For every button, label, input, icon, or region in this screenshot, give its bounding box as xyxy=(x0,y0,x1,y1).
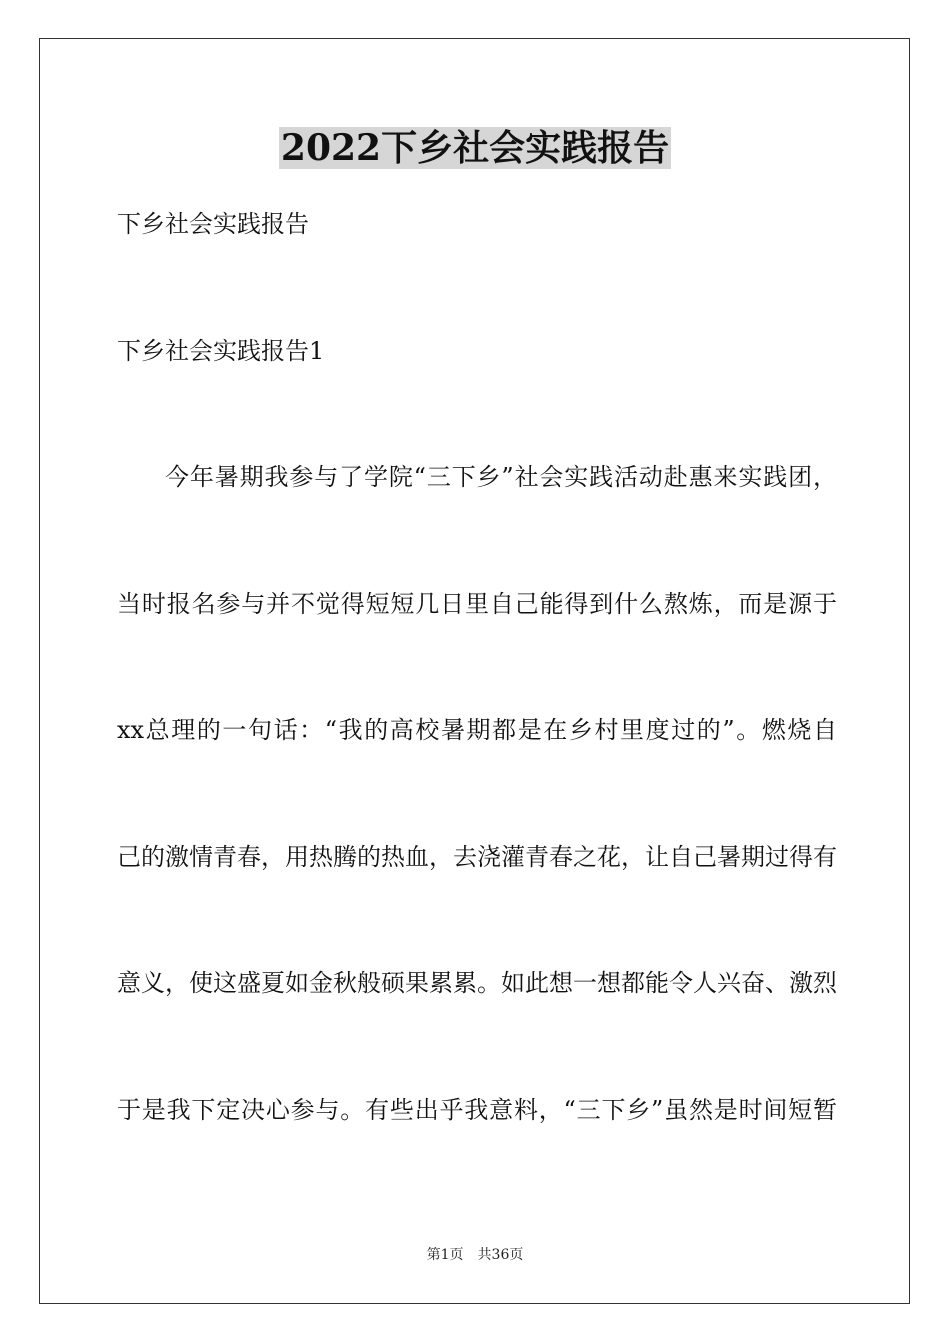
document-subtitle: 下乡社会实践报告 xyxy=(117,210,309,238)
document-title-text: 2022下乡社会实践报告 xyxy=(280,127,670,169)
body-line: 今年暑期我参与了学院“三下乡”社会实践活动赴惠来实践团， xyxy=(165,463,837,491)
document-title xyxy=(0,124,950,172)
page-number-current: 第1页 xyxy=(426,1247,464,1263)
body-line: 于是我下定决心参与。有些出乎我意料，“三下乡”虽然是时间短暂 xyxy=(117,1096,837,1124)
section-heading: 下乡社会实践报告1 xyxy=(117,337,325,365)
body-line: 意义，使这盛夏如金秋般硕果累累。如此想一想都能令人兴奋、激烈 xyxy=(117,969,837,997)
page-footer xyxy=(0,1245,950,1265)
body-line: 己的激情青春，用热腾的热血，去浇灌青春之花，让自己暑期过得有 xyxy=(117,843,837,871)
body-line: 当时报名参与并不觉得短短几日里自己能得到什么熬炼，而是源于 xyxy=(117,590,837,618)
page-number-total: 共36页 xyxy=(477,1247,524,1263)
body-line: xx总理的一句话：“我的高校暑期都是在乡村里度过的”。燃烧自 xyxy=(117,716,837,744)
